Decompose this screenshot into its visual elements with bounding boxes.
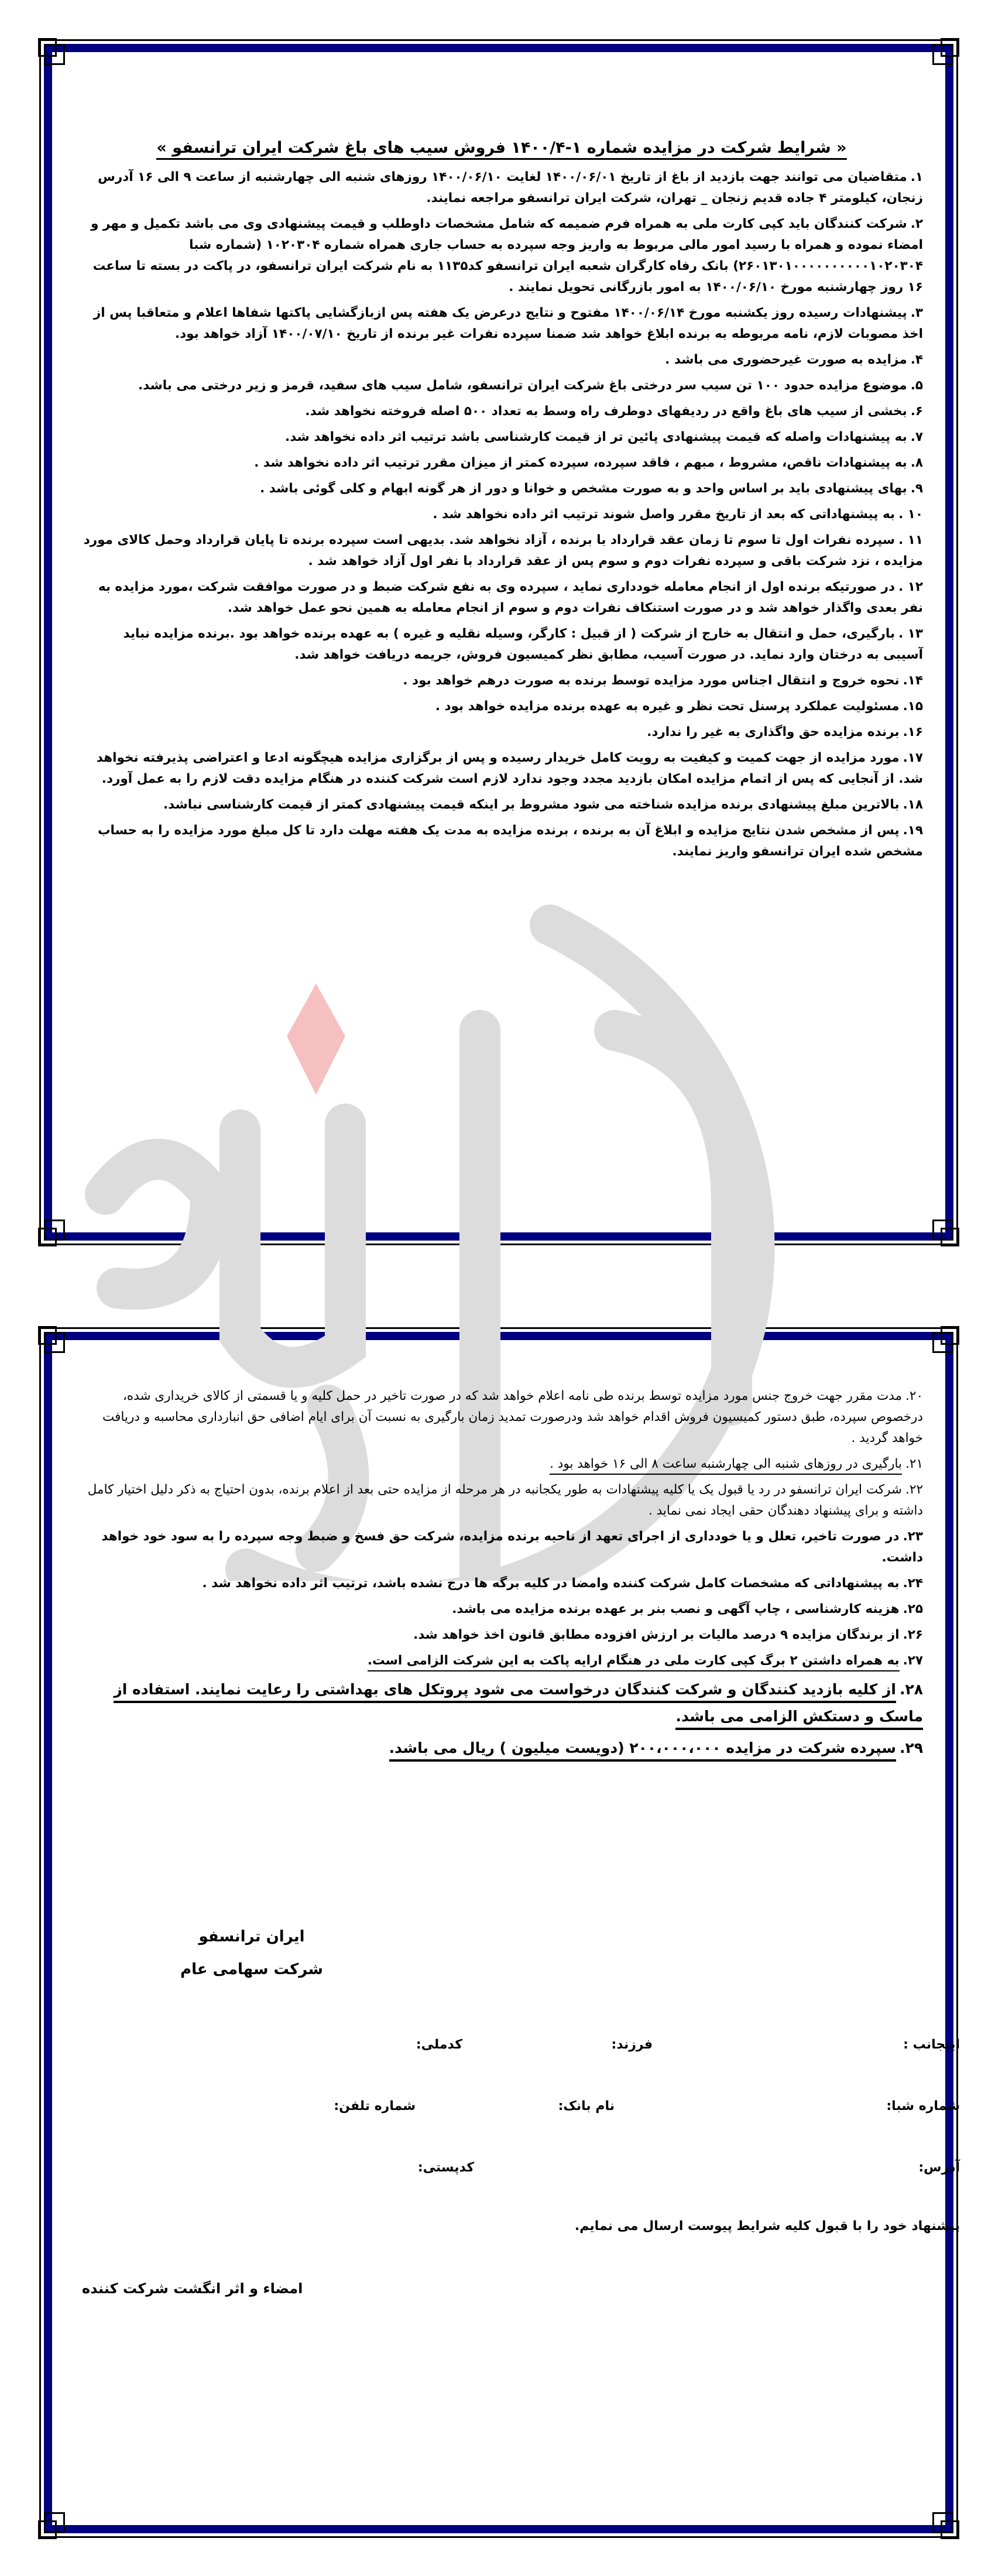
border-corner-ornament	[932, 2512, 953, 2533]
clause-9: ۹.بهای پیشنهادی باید بر اساس واحد و به صورت مشخص و خوانا و دور از هر گونه ابهام و کلی گوئی باشد .	[260, 481, 923, 496]
father-name-field[interactable]: فرزند:	[611, 2037, 653, 2052]
clause-22: ۲۲.شرکت ایران ترانسفو در رد یا قبول یک یا کلیه پیشنهادات به طور یکجانبه در هر مرحله از مزایده حتی بعد از اعلام برنده، بدون احتیاج به ذکر دلیل اختیار کامل داشته و برای پیشنهاد دهندگان حقی ایجاد نمی نماید .	[87, 1482, 923, 1518]
company-block	[164, 1920, 339, 1986]
clause-12: ۱۲ .در صورتیکه برنده اول از انجام معامله خودداری نماید ، سپرده وی به نفع شرکت ضبط و در صورت موافقت شرکت ،مورد مزایده به نفر بعدی واگذار خواهد شد و در صورت استنکاف نفرات دوم و سوم از انجام معامله به همین نحو عمل خواهد شد.	[98, 580, 923, 615]
clause-1: ۱.متقاضیان می توانند جهت بازدید از باغ از تاریخ ۱۴۰۰/۰۶/۰۱ لغایت ۱۴۰۰/۰۶/۱۰ روزهای شنبه الی چهارشنبه از ساعت ۹ الی ۱۶ آدرس زنجان، کیلومتر ۴ جاده قدیم زنجان _ تهران، شرکت ایران ترانسفو مراجعه نمایند.	[98, 170, 923, 205]
clause-4: ۴.مزایده به صورت غیرحضوری می باشد .	[665, 352, 923, 367]
border-corner-ornament	[932, 1332, 953, 1353]
clause-6: ۶.بخشی از سیب های باغ واقع در ردیفهای دوطرف راه وسط به تعداد ۵۰۰ اصله فروخته نخواهد شد.	[305, 404, 923, 419]
border-corner-ornament	[932, 1220, 953, 1241]
form-row-identity	[47, 2037, 960, 2061]
form-row-bank	[47, 2099, 960, 2122]
clause-29: ۲۹.سپرده شرکت در مزایده ۲۰۰،۰۰۰،۰۰۰ (دویست میلیون ) ریال می باشد.	[80, 1735, 923, 1762]
clause-3: ۳.پیشنهادات رسیده روز یکشنبه مورخ ۱۴۰۰/۰۶/۱۴ مفتوح و نتایج درعرض یک هفته پس ازبازگشایی پاکتها شفاها اعلام و متعاقبا پس از اخذ مصوبات لازم، نامه مربوطه به برنده ابلاغ خواهد شد ضمنا سپرده نفرات غیر برنده از تاریخ ۱۴۰۰/۰۷/۱۰ آزاد خواهد بود.	[93, 306, 923, 341]
terms-section-2	[80, 1386, 923, 1766]
signature-label[interactable]: امضاء و اثر انگشت شرکت کننده	[82, 2280, 303, 2297]
clause-27: ۲۷.به همراه داشتن ۲ برگ کپی کارت ملی در هنگام ارایه پاکت به این شرکت الزامی است.	[80, 1650, 923, 1671]
offer-declaration: پیشنهاد خود را با قبول کلیه شرایط پیوست ارسال می نمایم.	[574, 2219, 960, 2234]
clause-28: ۲۸.از کلیه بازدید کنندگان و شرکت کنندگان درخواست می شود پروتکل های بهداشتی را رعایت نمایند. استفاده از ماسک و دستکش الزامی می باشد.	[80, 1676, 923, 1730]
page-1	[39, 39, 958, 1245]
document-title: « شرایط شرکت در مزایده شماره ۱-۱۴۰۰/۴ فروش سیب های باغ شرکت ایران ترانسفو »	[80, 136, 923, 160]
clause-2: ۲.شرکت کنندگان باید کپی کارت ملی به همراه فرم ضمیمه که شامل مشخصات داوطلب و قیمت پیشنهادی وی می باشد تکمیل و مهر و امضاء نموده و همراه با رسید امور مالی مربوط به واریز وجه سپرده به حساب جاری همراه شماره ۱۰۲۰۳۰۴ (شماره شبا ۲۶۰۱۳۰۱۰۰۰۰۰۰۰۰۰۰۱۰۲۰۳۰۴) بانک رفاه کارگران شعبه ایران ترانسفو کد۱۱۳۵ به نام شرکت ایران ترانسفو، در پاکت در بسته تا ساعت ۱۶ روز چهارشنبه مورخ ۱۴۰۰/۰۶/۱۰ به امور بازرگانی تحویل نمایند .	[91, 217, 923, 294]
clause-23: ۲۳.در صورت تاخیر، تعلل و یا خودداری از اجرای تعهد از ناحیه برنده مزایده، شرکت حق فسخ و ضبط وجه سپرده را به سود خود خواهد داشت.	[101, 1529, 923, 1565]
clause-20: ۲۰.مدت مقرر جهت خروج جنس مورد مزایده توسط برنده طی نامه اعلام خواهد شد که در صورت تاخیر در حمل کلیه و یا قسمتی از کالای خریداری شده، درخصوص سپرده، طبق دستور کمیسیون فروش اقدام خواهد شد ودرصورت تمدید زمان بارگیری به نسبت آن برای ایام اضافی حق انبارداری محاسبه و دریافت خواهد گردید .	[102, 1389, 923, 1445]
sheba-number-field[interactable]: شماره شبا:	[886, 2099, 960, 2113]
border-corner-ornament	[44, 44, 65, 65]
clause-15: ۱۵.مسئولیت عملکرد پرسنل تحت نظر و غیره به عهده برنده مزایده خواهد بود .	[435, 699, 923, 714]
border-corner-ornament	[44, 2512, 65, 2533]
clause-5: ۵.موضوع مزایده حدود ۱۰۰ تن سیب سر درختی باغ شرکت ایران ترانسفو، شامل سیب های سفید، قرمز و زیر درختی می باشد.	[138, 378, 923, 393]
terms-section-1	[80, 136, 923, 867]
phone-number-field[interactable]: شماره تلفن:	[334, 2099, 416, 2113]
bank-name-field[interactable]: نام بانک:	[558, 2099, 615, 2113]
address-field[interactable]: آدرس:	[918, 2160, 960, 2175]
clause-8: ۸.به پیشنهادات ناقص، مشروط ، مبهم ، فاقد سپرده، سپرده کمتر از میزان مقرر ترتیب اثر داده نخواهد شد .	[254, 455, 923, 470]
clause-19: ۱۹.پس از مشخص شدن نتایج مزایده و ابلاغ آن به برنده ، برنده مزایده به مدت یک هفته مهلت دارد تا کل مبلغ مورد مزایده را به حساب مشخص شده ایران ترانسفو واریز نمایند.	[97, 823, 923, 859]
clause-14: ۱۴.نحوه خروج و انتقال اجناس مورد مزایده توسط برنده به صورت درهم خواهد بود .	[403, 673, 923, 688]
clause-13: ۱۳ .بارگیری، حمل و انتقال به خارج از شرکت ( از قبیل : کارگر، وسیله نقلیه و غیره ) به عهده برنده خواهد بود .برنده مزایده نباید آسیبی به درختان وارد نماید. در صورت آسیب، مطابق نظر کمیسیون فروش، جریمه دریافت خواهد شد.	[123, 626, 923, 662]
national-code-field[interactable]: کدملی:	[416, 2037, 462, 2052]
border-corner-ornament	[44, 1332, 65, 1353]
company-type: شرکت سهامی عام	[180, 1961, 323, 1978]
clause-26: ۲۶.از برندگان مزایده ۹ درصد مالیات بر ارزش افزوده مطابق قانون اخذ خواهد شد.	[413, 1628, 923, 1642]
clause-10: ۱۰ .به پیشنهاداتی که بعد از تاریخ مقرر واصل شوند ترتیب اثر داده نخواهد شد .	[433, 507, 923, 522]
postal-code-field[interactable]: کدپستی:	[417, 2160, 474, 2175]
clause-16: ۱۶.برنده مزایده حق واگذاری به غیر را ندارد.	[647, 725, 923, 739]
clause-24: ۲۴.به پیشنهاداتی که مشخصات کامل شرکت کننده وامضا در کلیه برگه ها درج نشده باشد، ترتیب اثر داده نخواهد شد .	[202, 1576, 923, 1591]
clause-17: ۱۷.مورد مزایده از جهت کمیت و کیفیت به رویت کامل خریدار رسیده و پس از برگزاری مزایده هیچگونه ادعا و اعتراضی پذیرفته نخواهد شد. از آنجایی که پس از اتمام مزایده امکان بازدید مجدد وجود ندارد لازم است شرکت کننده در هنگام مزایده دقت لازم را به عمل آورد.	[96, 751, 923, 786]
company-name: ایران ترانسفو	[198, 1928, 305, 1945]
clause-11: ۱۱ .سپرده نفرات اول تا سوم تا زمان عقد قرارداد با برنده ، آزاد نخواهد شد. بدیهی است سپرده برنده تا پایان قرارداد وحمل کالای مورد مزایده ، نزد شرکت باقی و سپرده نفرات دوم و سوم پس از عقد قرارداد با نفر اول آزاد خواهد شد .	[83, 533, 923, 568]
border-corner-ornament	[44, 1220, 65, 1241]
clause-25: ۲۵.هزینه کارشناسی ، چاپ آگهی و نصب بنر بر عهده برنده مزایده می باشد.	[452, 1602, 923, 1616]
applicant-name-field[interactable]: اینجانب :	[903, 2037, 960, 2052]
clause-21: ۲۱.بارگیری در روزهای شنبه الی چهارشنبه ساعت ۸ الی ۱۶ خواهد بود .	[80, 1454, 923, 1475]
clause-18: ۱۸.بالاترین مبلغ پیشنهادی برنده مزایده شناخته می شود مشروط بر اینکه قیمت پیشنهادی کمتر از قیمت کارشناسی نباشد.	[163, 797, 923, 812]
border-corner-ornament	[932, 44, 953, 65]
clause-7: ۷.به پیشنهادات واصله که قیمت پیشنهادی پائین تر از قیمت کارشناسی باشد ترتیب اثر داده نخواهد شد.	[285, 430, 923, 444]
form-row-address	[47, 2160, 960, 2184]
